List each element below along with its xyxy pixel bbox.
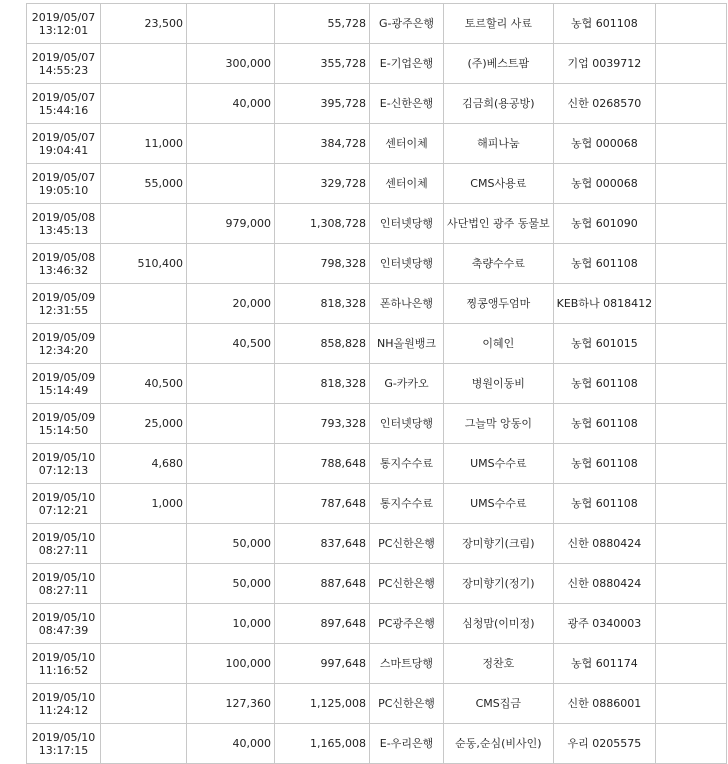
transaction-type: E-우리은행 <box>370 724 444 764</box>
balance-amount: 793,328 <box>275 404 370 444</box>
transaction-date: 2019/05/09 <box>31 330 96 344</box>
transaction-datetime <box>27 284 101 324</box>
empty-cell <box>656 484 727 524</box>
balance-amount: 329,728 <box>275 164 370 204</box>
deposit-amount: 40,500 <box>187 324 275 364</box>
withdrawal-amount <box>101 644 187 684</box>
transaction-type: 통지수수료 <box>370 484 444 524</box>
transaction-date: 2019/05/10 <box>31 450 96 464</box>
table-row <box>27 364 727 404</box>
deposit-amount: 300,000 <box>187 44 275 84</box>
deposit-amount: 50,000 <box>187 564 275 604</box>
transaction-type: NH올원뱅크 <box>370 324 444 364</box>
withdrawal-amount <box>101 604 187 644</box>
empty-cell <box>656 524 727 564</box>
withdrawal-amount: 1,000 <box>101 484 187 524</box>
table-row <box>27 204 727 244</box>
counterparty-name: 심청맘(이미정) <box>444 604 554 644</box>
transaction-type: G-카카오 <box>370 364 444 404</box>
counterparty-name: UMS수수료 <box>444 484 554 524</box>
table-row <box>27 644 727 684</box>
table-row <box>27 724 727 764</box>
transaction-date: 2019/05/07 <box>31 50 96 64</box>
transaction-datetime <box>27 404 101 444</box>
bank-account: 신한 0880424 <box>553 564 655 604</box>
deposit-amount <box>187 164 275 204</box>
withdrawal-amount <box>101 524 187 564</box>
empty-cell <box>656 684 727 724</box>
bank-account: KEB하나 0818412 <box>553 284 655 324</box>
transaction-date: 2019/05/08 <box>31 210 96 224</box>
transaction-time: 11:16:52 <box>38 663 89 677</box>
transaction-time: 11:24:12 <box>38 703 89 717</box>
transaction-datetime <box>27 164 101 204</box>
transaction-type: PC광주은행 <box>370 604 444 644</box>
transaction-table <box>26 3 727 764</box>
balance-amount: 787,648 <box>275 484 370 524</box>
balance-amount: 818,328 <box>275 364 370 404</box>
counterparty-name: UMS수수료 <box>444 444 554 484</box>
transaction-datetime <box>27 124 101 164</box>
withdrawal-amount <box>101 84 187 124</box>
bank-account: 농협 601108 <box>553 364 655 404</box>
balance-amount: 887,648 <box>275 564 370 604</box>
bank-account: 기업 0039712 <box>553 44 655 84</box>
transaction-time: 08:47:39 <box>38 623 89 637</box>
transaction-time: 15:14:49 <box>38 383 89 397</box>
balance-amount: 355,728 <box>275 44 370 84</box>
deposit-amount: 50,000 <box>187 524 275 564</box>
transaction-type: PC신한은행 <box>370 684 444 724</box>
transaction-time: 19:04:41 <box>38 143 89 157</box>
transaction-date: 2019/05/10 <box>31 650 96 664</box>
counterparty-name: 그늘막 앙동이 <box>444 404 554 444</box>
empty-cell <box>656 44 727 84</box>
counterparty-name: 병원이동비 <box>444 364 554 404</box>
counterparty-name: 순동,순심(비사인) <box>444 724 554 764</box>
empty-cell <box>656 84 727 124</box>
withdrawal-amount: 25,000 <box>101 404 187 444</box>
withdrawal-amount <box>101 284 187 324</box>
transaction-datetime <box>27 604 101 644</box>
counterparty-name: (주)베스트팜 <box>444 44 554 84</box>
transaction-type: 센터이체 <box>370 124 444 164</box>
empty-cell <box>656 284 727 324</box>
balance-amount: 1,308,728 <box>275 204 370 244</box>
transaction-date: 2019/05/09 <box>31 370 96 384</box>
transaction-date: 2019/05/10 <box>31 490 96 504</box>
transaction-type: E-기업은행 <box>370 44 444 84</box>
counterparty-name: 찡콩앵두엄마 <box>444 284 554 324</box>
empty-cell <box>656 124 727 164</box>
transaction-time: 13:46:32 <box>38 263 89 277</box>
table-row <box>27 244 727 284</box>
transaction-date: 2019/05/09 <box>31 290 96 304</box>
balance-amount: 395,728 <box>275 84 370 124</box>
bank-account: 농협 601174 <box>553 644 655 684</box>
empty-cell <box>656 364 727 404</box>
counterparty-name: CMS집금 <box>444 684 554 724</box>
balance-amount: 858,828 <box>275 324 370 364</box>
transaction-datetime <box>27 84 101 124</box>
transaction-datetime <box>27 484 101 524</box>
transaction-type: G-광주은행 <box>370 4 444 44</box>
table-row <box>27 164 727 204</box>
transaction-date: 2019/05/07 <box>31 10 96 24</box>
counterparty-name: 축량수수료 <box>444 244 554 284</box>
transaction-datetime <box>27 444 101 484</box>
transaction-date: 2019/05/07 <box>31 130 96 144</box>
table-row <box>27 44 727 84</box>
transaction-datetime <box>27 364 101 404</box>
table-row <box>27 4 727 44</box>
transaction-datetime <box>27 44 101 84</box>
balance-amount: 997,648 <box>275 644 370 684</box>
bank-account: 신한 0268570 <box>553 84 655 124</box>
balance-amount: 1,165,008 <box>275 724 370 764</box>
transaction-time: 13:45:13 <box>38 223 89 237</box>
bank-account: 농협 601108 <box>553 484 655 524</box>
transaction-datetime <box>27 564 101 604</box>
withdrawal-amount: 23,500 <box>101 4 187 44</box>
deposit-amount <box>187 364 275 404</box>
bank-account: 농협 601108 <box>553 404 655 444</box>
bank-account: 우리 0205575 <box>553 724 655 764</box>
table-row <box>27 684 727 724</box>
empty-cell <box>656 604 727 644</box>
empty-cell <box>656 444 727 484</box>
deposit-amount: 40,000 <box>187 84 275 124</box>
transaction-datetime <box>27 204 101 244</box>
transaction-date: 2019/05/08 <box>31 250 96 264</box>
bank-account: 농협 601108 <box>553 4 655 44</box>
withdrawal-amount <box>101 44 187 84</box>
empty-cell <box>656 564 727 604</box>
transaction-datetime <box>27 244 101 284</box>
empty-cell <box>656 4 727 44</box>
balance-amount: 788,648 <box>275 444 370 484</box>
bank-account: 농협 000068 <box>553 164 655 204</box>
table-row <box>27 444 727 484</box>
transaction-datetime <box>27 684 101 724</box>
transaction-time: 13:12:01 <box>38 23 89 37</box>
counterparty-name: CMS사용료 <box>444 164 554 204</box>
bank-account: 농협 000068 <box>553 124 655 164</box>
empty-cell <box>656 644 727 684</box>
deposit-amount: 127,360 <box>187 684 275 724</box>
deposit-amount <box>187 4 275 44</box>
transaction-date: 2019/05/10 <box>31 530 96 544</box>
counterparty-name: 정찬호 <box>444 644 554 684</box>
transaction-datetime <box>27 324 101 364</box>
withdrawal-amount: 11,000 <box>101 124 187 164</box>
balance-amount: 1,125,008 <box>275 684 370 724</box>
transaction-time: 08:27:11 <box>38 583 89 597</box>
counterparty-name: 해피나눔 <box>444 124 554 164</box>
table-row <box>27 404 727 444</box>
bank-account: 농협 601015 <box>553 324 655 364</box>
counterparty-name: 장미향기(크림) <box>444 524 554 564</box>
bank-account: 농협 601108 <box>553 444 655 484</box>
counterparty-name: 김금희(용공방) <box>444 84 554 124</box>
transaction-date: 2019/05/10 <box>31 730 96 744</box>
empty-cell <box>656 724 727 764</box>
transaction-date: 2019/05/10 <box>31 690 96 704</box>
withdrawal-amount <box>101 684 187 724</box>
empty-cell <box>656 324 727 364</box>
balance-amount: 837,648 <box>275 524 370 564</box>
deposit-amount: 20,000 <box>187 284 275 324</box>
transaction-date: 2019/05/09 <box>31 410 96 424</box>
withdrawal-amount: 4,680 <box>101 444 187 484</box>
transaction-type: 인터넷당행 <box>370 404 444 444</box>
transaction-date: 2019/05/10 <box>31 610 96 624</box>
deposit-amount: 100,000 <box>187 644 275 684</box>
bank-account: 농협 601108 <box>553 244 655 284</box>
table-row <box>27 124 727 164</box>
deposit-amount <box>187 404 275 444</box>
balance-amount: 798,328 <box>275 244 370 284</box>
withdrawal-amount <box>101 204 187 244</box>
transaction-time: 12:34:20 <box>38 343 89 357</box>
table-row <box>27 284 727 324</box>
deposit-amount <box>187 484 275 524</box>
deposit-amount <box>187 244 275 284</box>
transaction-type: 센터이체 <box>370 164 444 204</box>
table-row <box>27 484 727 524</box>
deposit-amount: 979,000 <box>187 204 275 244</box>
deposit-amount: 40,000 <box>187 724 275 764</box>
deposit-amount: 10,000 <box>187 604 275 644</box>
transaction-table-body <box>27 4 727 764</box>
bank-account: 광주 0340003 <box>553 604 655 644</box>
table-row <box>27 324 727 364</box>
table-row <box>27 604 727 644</box>
transaction-type: 통지수수료 <box>370 444 444 484</box>
deposit-amount <box>187 444 275 484</box>
balance-amount: 818,328 <box>275 284 370 324</box>
bank-account: 농협 601090 <box>553 204 655 244</box>
balance-amount: 55,728 <box>275 4 370 44</box>
withdrawal-amount <box>101 724 187 764</box>
transaction-time: 07:12:13 <box>38 463 89 477</box>
transaction-date: 2019/05/07 <box>31 90 96 104</box>
transaction-time: 07:12:21 <box>38 503 89 517</box>
transaction-datetime <box>27 4 101 44</box>
transaction-time: 13:17:15 <box>38 743 89 757</box>
transaction-type: E-신한은행 <box>370 84 444 124</box>
withdrawal-amount <box>101 324 187 364</box>
transaction-type: 인터넷당행 <box>370 244 444 284</box>
transaction-time: 15:14:50 <box>38 423 89 437</box>
empty-cell <box>656 244 727 284</box>
deposit-amount <box>187 124 275 164</box>
counterparty-name: 이혜인 <box>444 324 554 364</box>
transaction-time: 14:55:23 <box>38 63 89 77</box>
transaction-date: 2019/05/10 <box>31 570 96 584</box>
transaction-time: 08:27:11 <box>38 543 89 557</box>
withdrawal-amount: 55,000 <box>101 164 187 204</box>
transaction-type: 스마트당행 <box>370 644 444 684</box>
empty-cell <box>656 204 727 244</box>
transaction-date: 2019/05/07 <box>31 170 96 184</box>
counterparty-name: 사단법인 광주 동물보 <box>444 204 554 244</box>
transaction-time: 19:05:10 <box>38 183 89 197</box>
transaction-datetime <box>27 724 101 764</box>
table-row <box>27 84 727 124</box>
table-row <box>27 524 727 564</box>
balance-amount: 384,728 <box>275 124 370 164</box>
counterparty-name: 장미향기(정기) <box>444 564 554 604</box>
withdrawal-amount <box>101 564 187 604</box>
withdrawal-amount: 510,400 <box>101 244 187 284</box>
empty-cell <box>656 404 727 444</box>
counterparty-name: 토르할리 사료 <box>444 4 554 44</box>
transaction-time: 15:44:16 <box>38 103 89 117</box>
balance-amount: 897,648 <box>275 604 370 644</box>
bank-account: 신한 0886001 <box>553 684 655 724</box>
transaction-type: 폰하나은행 <box>370 284 444 324</box>
table-row <box>27 564 727 604</box>
transaction-type: 인터넷당행 <box>370 204 444 244</box>
transaction-datetime <box>27 524 101 564</box>
transaction-datetime <box>27 644 101 684</box>
transaction-time: 12:31:55 <box>38 303 89 317</box>
bank-account: 신한 0880424 <box>553 524 655 564</box>
empty-cell <box>656 164 727 204</box>
transaction-type: PC신한은행 <box>370 524 444 564</box>
transaction-type: PC신한은행 <box>370 564 444 604</box>
withdrawal-amount: 40,500 <box>101 364 187 404</box>
